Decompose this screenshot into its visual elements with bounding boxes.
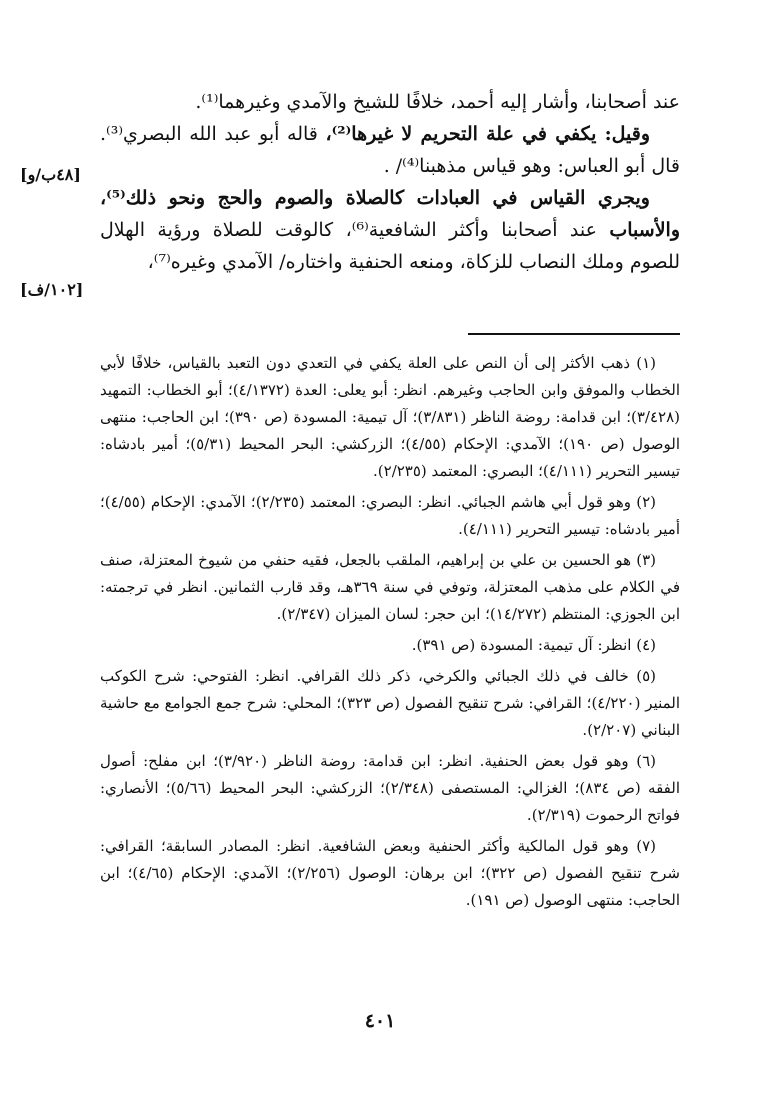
main-paragraph-2-heading: وقيل: يكفي في علة التحريم لا غيرها⁽²⁾، xyxy=(325,123,650,145)
footnotes xyxy=(100,350,680,918)
marginal-note-2: [١٠٢/ف] xyxy=(20,280,84,299)
main-paragraph-1-text: عند أصحابنا، وأشار إليه أحمد، خلافًا للشيخ والآمدي وغيرهما⁽¹⁾. xyxy=(195,91,680,113)
main-text xyxy=(100,86,680,278)
footnote-6: (٦) وهو قول بعض الحنفية. انظر: ابن قدامة: روضة الناظر (٣/٩٢٠)؛ ابن مفلح: أصول الفقه (ص ٨٣٤)؛ الغزالي: المستصفى (٢/٣٤٨)؛ الزركشي: البحر المحيط (٥/٦٦)؛ الأنصاري: فواتح الرحموت (٢/٣١٩). xyxy=(100,752,680,824)
footnote-2: (٢) وهو قول أبي هاشم الجبائي. انظر: البصري: المعتمد (٢/٢٣٥)؛ الآمدي: الإحكام (٤/٥٥)؛ أمير بادشاه: تيسير التحرير (٤/١١١). xyxy=(100,493,680,538)
footnote-4: (٤) انظر: آل تيمية: المسودة (ص ٣٩١). xyxy=(411,636,656,654)
main-paragraph-3-text: عند أصحابنا وأكثر الشافعية⁽⁶⁾، كالوقت للصلاة ورؤية الهلال للصوم وملك النصاب للزكاة، ومنعه الحنفية واختاره/ الآمدي وغيره⁽⁷⁾، xyxy=(100,219,680,273)
main-paragraph-1 xyxy=(100,86,680,118)
footnote-3: (٣) هو الحسين بن علي بن إبراهيم، الملقب بالجعل، فقيه حنفي من شيوخ المعتزلة، صنف في الكلام على مذهب المعتزلة، وتوفي في سنة ٣٦٩هـ، وقد قارب الثمانين. انظر في ترجمته: ابن الجوزي: المنتظم (١٤/٢٧٢)؛ ابن حجر: لسان الميزان (٢/٣٤٧). xyxy=(100,551,680,623)
main-paragraph-2-text: قاله أبو عبد الله البصري⁽³⁾. قال أبو العباس: وهو قياس مذهبنا⁽⁴⁾/ . xyxy=(100,123,680,177)
footnote-divider xyxy=(468,333,680,335)
footnote-7: (٧) وهو قول المالكية وأكثر الحنفية وبعض الشافعية. انظر: المصادر السابقة؛ القرافي: شرح تنقيح الفصول (ص ٣٢٢)؛ ابن برهان: الوصول (٢/٢٥٦)؛ الآمدي: الإحكام (٤/٦٥)؛ ابن الحاجب: منتهى الوصول (ص ١٩١). xyxy=(100,837,680,909)
main-paragraph-3 xyxy=(100,182,680,278)
main-paragraph-3-heading: ويجري القياس في العبادات كالصلاة والصوم والحج ونحو ذلك⁽⁵⁾، والأسباب xyxy=(100,187,680,241)
footnote-1: (١) ذهب الأكثر إلى أن النص على العلة يكفي في التعدي دون التعبد بالقياس، خلافًا لأبي الخطاب والموفق وابن الحاجب وغيرهم. انظر: أبو يعلى: العدة (٤/١٣٧٢)؛ أبو الخطاب: التمهيد (٣/٤٢٨)؛ ابن قدامة: روضة الناظر (٣/٨٣١)؛ آل تيمية: المسودة (ص ٣٩٠)؛ ابن الحاجب: منتهى الوصول (ص ١٩٠)؛ الآمدي: الإحكام (٤/٥٥)؛ الزركشي: البحر المحيط (٥/٣١)؛ أمير بادشاه: تيسير التحرير (٤/١١١)؛ البصري: المعتمد (٢/٢٣٥). xyxy=(100,354,680,480)
page-number: ٤٠١ xyxy=(364,1010,396,1032)
marginal-note-1: [٤٨ب/و] xyxy=(20,165,81,184)
footnote-5: (٥) خالف في ذلك الجبائي والكرخي، ذكر ذلك القرافي. انظر: الفتوحي: شرح الكوكب المنير (٤/٢٢٠)؛ القرافي: شرح تنقيح الفصول (ص ٣٢٣)؛ المحلي: شرح جمع الجوامع مع حاشية البناني (٢/٢٠٧). xyxy=(100,667,680,739)
main-paragraph-2 xyxy=(100,118,680,182)
